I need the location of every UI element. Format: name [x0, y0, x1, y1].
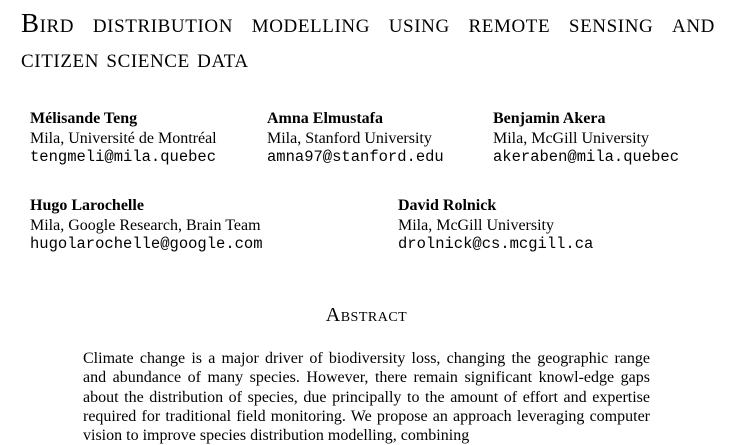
- author-name: Hugo Larochelle: [30, 197, 144, 214]
- author-name: Mélisande Teng: [30, 110, 138, 127]
- author-email: amna97@stanford.edu: [267, 148, 444, 166]
- author-email: tengmeli@mila.quebec: [30, 148, 217, 166]
- author-name: Benjamin Akera: [493, 110, 606, 127]
- abstract-text: Climate change is a major driver of biodiversity loss, changing the geographic range and abundance of many species. However, there remain significant knowl-edge gaps about the distribution of species, due principally to the amount of effort and expertise required for traditional field monitoring. We propose an approach leveraging computer vision to improve species distribution modelling, combining: [83, 350, 650, 445]
- author-email: akeraben@mila.quebec: [493, 148, 680, 166]
- author-email: drolnick@cs.mcgill.ca: [398, 235, 594, 253]
- author-block: [267, 109, 444, 168]
- author-name: Amna Elmustafa: [267, 110, 384, 127]
- author-affiliation: Mila, McGill University: [493, 129, 649, 147]
- author-affiliation: Mila, Université de Montréal: [30, 129, 217, 147]
- author-affiliation: Mila, Google Research, Brain Team: [30, 216, 261, 234]
- author-block: [30, 196, 263, 255]
- author-email: hugolarochelle@google.com: [30, 235, 263, 253]
- author-block: [493, 109, 679, 168]
- author-block: [30, 109, 217, 168]
- abstract-heading: Abstract: [325, 304, 408, 326]
- author-affiliation: Mila, Stanford University: [267, 129, 432, 147]
- paper-title: Bird distribution modelling using remote sensing and citizen science data: [21, 8, 715, 73]
- author-block: [398, 196, 593, 255]
- author-name: David Rolnick: [398, 197, 497, 214]
- author-affiliation: Mila, McGill University: [398, 216, 554, 234]
